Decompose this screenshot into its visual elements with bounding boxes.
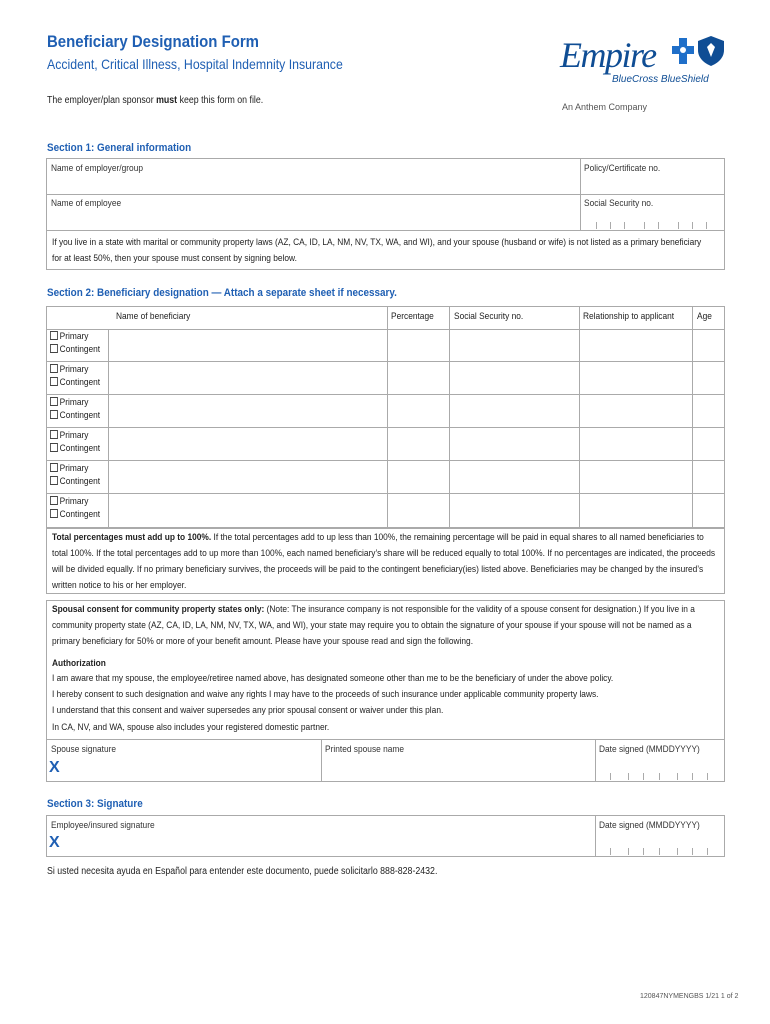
spouse-sig-divider-2: [595, 739, 596, 782]
employee-field[interactable]: [47, 210, 579, 229]
logo-wordmark: Empire: [560, 35, 656, 75]
contingent-checkbox[interactable]: Contingent: [50, 410, 100, 421]
section1-heading: Section 1: General information: [47, 142, 192, 154]
auth-line: I hereby consent to such designation and waive any rights I may have to the proceeds of such insurance under applicable community property laws.: [52, 689, 599, 700]
printed-spouse-name-field[interactable]: [323, 756, 594, 781]
keep-suffix: keep this form on file.: [177, 95, 264, 106]
employee-date-label: Date signed (MMDDYYYY): [599, 820, 700, 831]
employee-signature-label: Employee/insured signature: [51, 820, 155, 831]
contingent-checkbox[interactable]: Contingent: [50, 476, 100, 487]
beneficiary-row: [47, 362, 725, 395]
s1-row-line: [46, 194, 725, 195]
employer-field[interactable]: [47, 175, 579, 193]
logo-anthem: An Anthem Company: [562, 102, 648, 112]
primary-checkbox[interactable]: Primary: [50, 496, 88, 507]
contingent-checkbox[interactable]: Contingent: [50, 377, 100, 388]
beneficiary-row: [47, 395, 725, 428]
spouse-sig-line: [46, 739, 725, 740]
blue-shield-icon: [698, 36, 724, 66]
employee-date-field[interactable]: [597, 845, 724, 855]
contingent-checkbox[interactable]: Contingent: [50, 443, 100, 454]
totals-text: Total percentages must add up to 100%. If the total percentages add to up less than 100%, the remaining percentage will be paid in equal shares to all named beneficiaries to total 100%. If the total percentages add to up more than 100%, each named beneficiary’s share will be reduced equally to total 100%. If no percentages are indicated, the proceeds will be divided equally. If no primary beneficiary survives, the proceeds will be paid to the contingent beneficiary(ies) listed above. Beneficiaries may be changed by the insured’s written notice to his or her employer.: [52, 532, 716, 591]
col-header-ssn: Social Security no.: [454, 311, 524, 322]
section2-heading: Section 2: Beneficiary designation — Attach a separate sheet if necessary.: [47, 287, 397, 299]
spousal-text: Spousal consent for community property states only: (Note: The insurance company is not responsible for the validity of a spouse consent for designation.) If you live in a community property state (AZ, CA, ID, LA, NM, NV, TX, WA, and WI), your state may require you to obtain the signature of your spouse if your spouse will not be named as a primary beneficiary for 50% or more of your benefit amount. Please have your spouse read and sign the following.: [52, 604, 695, 647]
contingent-checkbox[interactable]: Contingent: [50, 509, 100, 520]
employer-label: Name of employer/group: [51, 163, 144, 174]
primary-checkbox[interactable]: Primary: [50, 331, 88, 342]
spouse-signature-field[interactable]: [66, 756, 320, 781]
col-header-percentage: Percentage: [391, 311, 434, 322]
policy-field[interactable]: [582, 175, 724, 193]
authorization-heading: Authorization: [52, 658, 106, 669]
form-subtitle: Accident, Critical Illness, Hospital Indemnity Insurance: [47, 56, 343, 72]
spouse-signature-x: X: [49, 759, 60, 776]
s1-row-line-2: [46, 230, 725, 231]
col-header-name: Name of beneficiary: [116, 311, 191, 322]
contingent-checkbox[interactable]: Contingent: [50, 344, 100, 355]
ssn-label: Social Security no.: [584, 198, 654, 209]
employee-signature-x: X: [49, 834, 60, 851]
auth-line: I am aware that my spouse, the employee/retiree named above, has designated someone other than me to be the beneficiary of under the above policy.: [52, 673, 614, 684]
spouse-sig-divider-1: [321, 739, 322, 782]
employee-label: Name of employee: [51, 198, 122, 209]
policy-label: Policy/Certificate no.: [584, 163, 661, 174]
primary-checkbox[interactable]: Primary: [50, 364, 88, 375]
printed-spouse-name-label: Printed spouse name: [325, 744, 405, 755]
col-header-age: Age: [697, 311, 712, 322]
sig-divider: [595, 815, 596, 857]
primary-checkbox[interactable]: Primary: [50, 397, 88, 408]
logo-subtitle: BlueCross BlueShield: [612, 74, 709, 85]
employee-signature-field[interactable]: [66, 832, 594, 856]
primary-checkbox[interactable]: Primary: [50, 430, 88, 441]
beneficiary-row: [47, 428, 725, 461]
spanish-help-note: Si usted necesita ayuda en Español para entender este documento, puede solicitarlo 888-828-2432.: [47, 866, 438, 877]
beneficiary-row: [47, 461, 725, 494]
section3-heading: Section 3: Signature: [47, 798, 143, 810]
auth-line: In CA, NV, and WA, spouse also includes your registered domestic partner.: [52, 722, 330, 733]
primary-checkbox[interactable]: Primary: [50, 463, 88, 474]
col-header-relationship: Relationship to applicant: [583, 311, 675, 322]
auth-line: I understand that this consent and waiver supersedes any prior spousal consent or waiver under this plan.: [52, 705, 444, 716]
ssn-field[interactable]: [582, 219, 724, 229]
community-property-notice: If you live in a state with marital or community property laws (AZ, CA, ID, LA, NM, NV, TX, WA, and WI), and your spouse (husband or wife) is not listed as a primary beneficiary for at least 50%, then your spouse must consent by signing below.: [52, 237, 702, 264]
blue-cross-icon: [672, 38, 694, 64]
form-title: Beneficiary Designation Form: [47, 32, 259, 51]
keep-prefix: The employer/plan sponsor: [47, 95, 157, 106]
empire-logo: [560, 34, 730, 118]
spouse-date-field[interactable]: [597, 770, 724, 780]
keep-on-file-note: [47, 95, 263, 106]
beneficiary-row: [47, 494, 725, 527]
spouse-date-label: Date signed (MMDDYYYY): [599, 744, 700, 755]
beneficiary-row: [47, 329, 725, 362]
keep-bold: must: [156, 95, 178, 106]
form-number: 120847NYMENGBS 1/21 1 of 2: [640, 993, 739, 1000]
spouse-signature-label: Spouse signature: [51, 744, 117, 755]
